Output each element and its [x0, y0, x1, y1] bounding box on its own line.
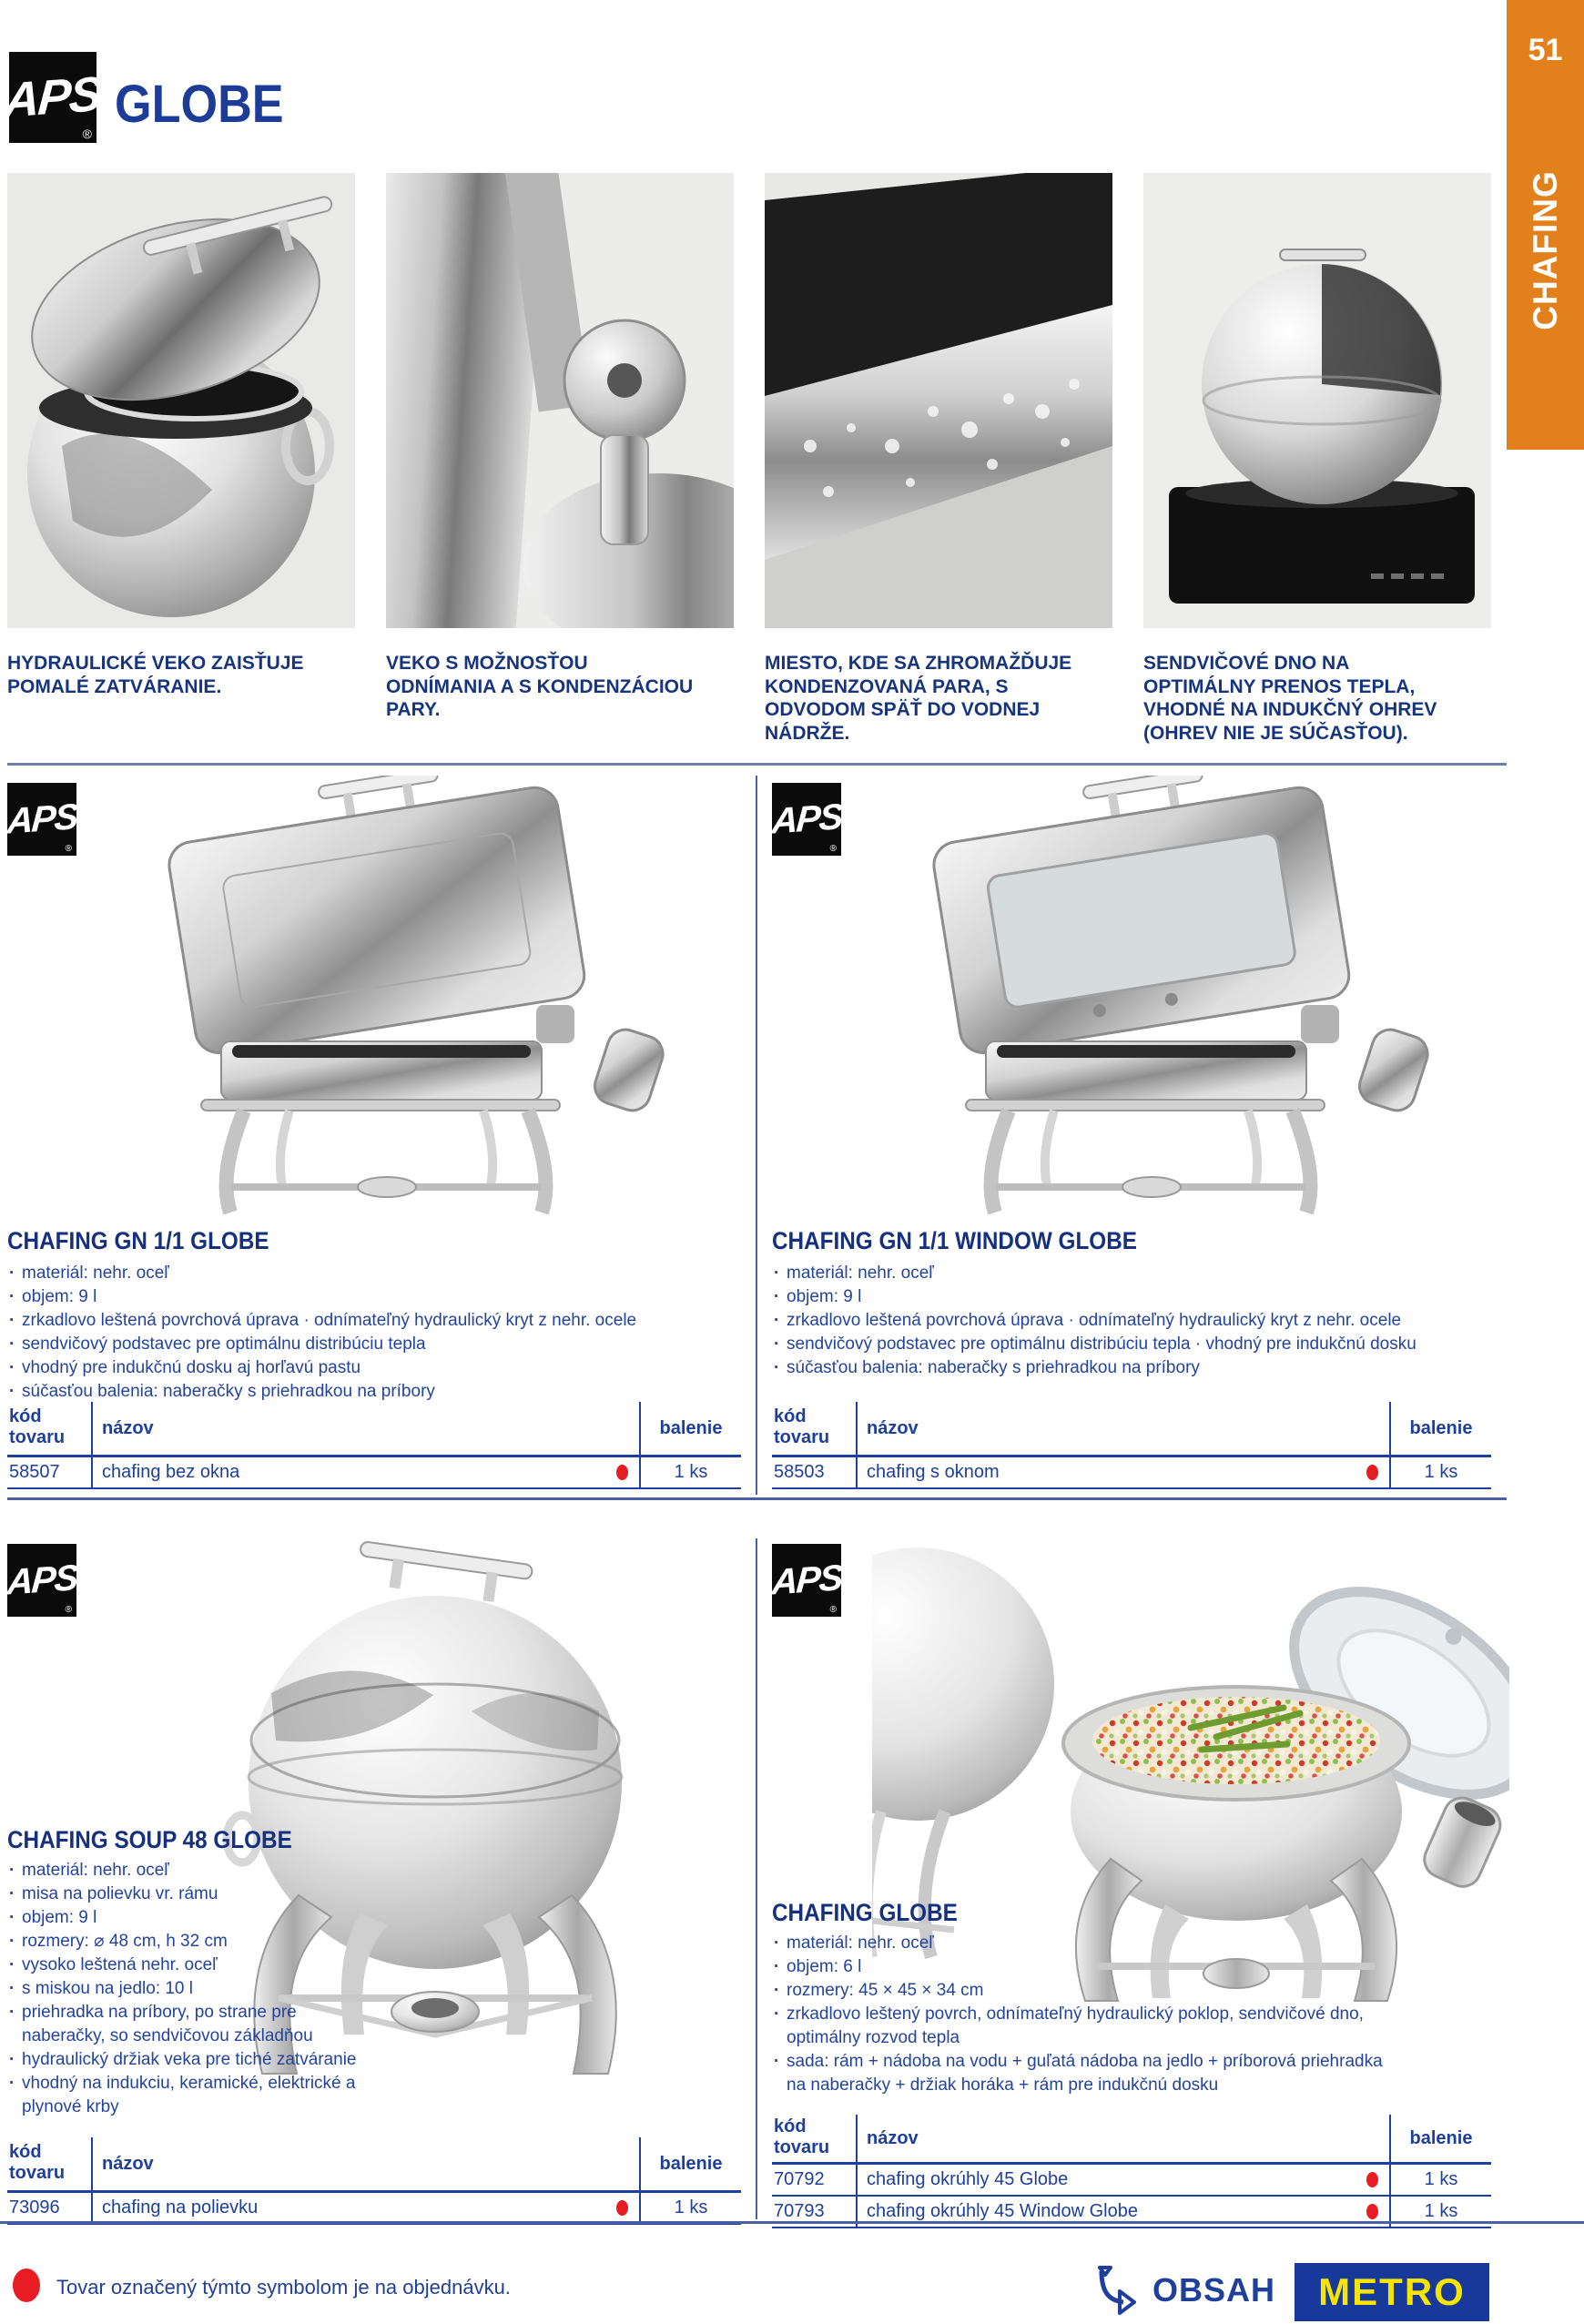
col-header-name: názov: [856, 2115, 1389, 2165]
product-photo-gn11-globe: [94, 776, 695, 1228]
item-pack: 1 ks: [639, 2193, 741, 2225]
product-name: CHAFING GN 1/1 WINDOW GLOBE: [772, 1227, 1137, 1254]
divider-footer: [0, 2221, 1584, 2224]
section-chafing-gn11-window-globe: [772, 776, 1506, 1495]
product-bullets: · materiál: nehr. oceľ · objem: 9 l · zrkadlovo leštená povrchová úprava · odnímateľný hydraulický kryt z nehr. ocele · sendvičový podstavec pre optimálnu distribúciu tepla · vhodný pre indukčnú dosku · súčasťou balenia: naberačky s priehradkou na príbory: [772, 1262, 1500, 1380]
product-name: CHAFING SOUP 48 GLOBE: [7, 1826, 292, 1853]
table-row: [856, 2165, 1389, 2197]
product-bullets: · materiál: nehr. oceľ · misa na polievku vr. rámu · objem: 9 l · rozmery: ⌀ 48 cm, h 32 cm · vysoko leštená nehr. oceľ · s miskou na jedlo: 10 l · priehradka na príbory, po strane pre naberačky, so sendvičovou základňou · hydraulický držiak veka pre tiché zatváranie · vhodný na indukciu, keramické, elektrické a plynové krby: [7, 1859, 371, 2119]
col-header-name: názov: [856, 1402, 1389, 1457]
product-bullets: · materiál: nehr. oceľ · objem: 6 l · rozmery: 45 × 45 × 34 cm · zrkadlovo leštený povrch, odnímateľný hydraulický poklop, sendvičové dno, optimálny rozvod tepla · sada: rám + nádoba na vodu + guľatá nádoba na jedlo + príborová priehradka na naberačky + držiak horáka + rám pre indukčnú dosku: [772, 1932, 1391, 2097]
table-row: [856, 1457, 1389, 1489]
item-code: 70793: [772, 2197, 856, 2228]
product-table: [772, 2115, 1491, 2228]
feature-photo-hydraulic-lid: [7, 173, 355, 628]
feature-caption: VEKO S MOŽNOSŤOU ODNÍMANIA A S KONDENZÁCIOU PARY.: [386, 653, 694, 721]
section-chafing-gn11-globe: [7, 776, 741, 1495]
obsah-link[interactable]: [1092, 2264, 1275, 2317]
col-header-pack: balenie: [1389, 1402, 1491, 1457]
table-row: [91, 1457, 639, 1489]
item-name: chafing s oknom: [867, 1462, 1000, 1482]
item-pack: 1 ks: [1389, 1457, 1491, 1489]
col-header-code: kód tovaru: [7, 2137, 91, 2193]
divider-columns-top: [756, 776, 757, 1495]
product-table: [772, 1402, 1491, 1489]
feature-3: [765, 173, 1112, 745]
item-code: 58503: [772, 1457, 856, 1489]
col-header-pack: balenie: [639, 1402, 741, 1457]
product-name: CHAFING GLOBE: [772, 1899, 958, 1926]
chapter-tab-label-wrap: [1507, 100, 1584, 401]
page-number: 51: [1528, 33, 1563, 67]
metro-logo-text: METRO: [1318, 2270, 1466, 2313]
item-name: chafing okrúhly 45 Globe: [867, 2169, 1069, 2189]
col-header-name: názov: [91, 1402, 639, 1457]
on-order-dot: [1366, 2204, 1378, 2219]
on-order-dot: [616, 1465, 628, 1480]
chapter-tab: [1507, 0, 1584, 450]
product-photo-gn11-window-globe: [858, 776, 1459, 1228]
divider-features: [7, 763, 1507, 766]
col-header-code: kód tovaru: [772, 1402, 856, 1457]
chapter-tab-label: CHAFING: [1526, 170, 1564, 330]
feature-1: [7, 173, 355, 698]
col-header-code: kód tovaru: [7, 1402, 91, 1457]
col-header-name: názov: [91, 2137, 639, 2193]
obsah-arrow-icon: [1092, 2264, 1143, 2317]
metro-logo: [1295, 2263, 1489, 2321]
aps-logo: [2, 52, 104, 143]
product-bullets: · materiál: nehr. oceľ · objem: 9 l · zrkadlovo leštená povrchová úprava · odnímateľný hydraulický kryt z nehr. ocele · sendvičový podstavec pre optimálnu distribúciu tepla · vhodný pre indukčnú dosku aj horľavú pastu · súčasťou balenia: naberačky s priehradkou na príbory: [7, 1262, 736, 1404]
on-order-legend-text: Tovar označený týmto symbolom je na objednávku.: [56, 2276, 511, 2299]
feature-caption: MIESTO, KDE SA ZHROMAŽĎUJE KONDENZOVANÁ PARA, S ODVODOM SPÄŤ DO VODNEJ NÁDRŽE.: [765, 653, 1072, 744]
section-chafing-globe: [772, 1538, 1506, 2219]
item-pack: 1 ks: [1389, 2197, 1491, 2228]
col-header-code: kód tovaru: [772, 2115, 856, 2165]
obsah-label: OBSAH: [1152, 2271, 1276, 2309]
aps-logo: APS ®: [7, 1544, 76, 1617]
aps-logo: APS ®: [772, 783, 841, 856]
table-row: [91, 2193, 639, 2225]
feature-2: [386, 173, 734, 722]
divider-columns-bottom: [756, 1538, 757, 2219]
aps-logo-text: APS: [2, 66, 104, 128]
on-order-dot: [1366, 2172, 1378, 2187]
aps-logo: APS ®: [7, 783, 76, 856]
registered-mark: ®: [82, 127, 92, 141]
product-table: [7, 2137, 741, 2225]
col-header-pack: balenie: [1389, 2115, 1491, 2165]
item-name: chafing okrúhly 45 Window Globe: [867, 2201, 1138, 2221]
section-chafing-soup-48-globe: [7, 1538, 741, 2219]
feature-4: [1143, 173, 1491, 745]
feature-caption: SENDVIČOVÉ DNO NA OPTIMÁLNY PRENOS TEPLA, VHODNÉ NA INDUKČNÝ OHREV (OHREV NIE JE SÚČASŤOU).: [1143, 653, 1437, 744]
feature-caption: HYDRAULICKÉ VEKO ZAISŤUJE POMALÉ ZATVÁRANIE.: [7, 653, 304, 697]
feature-photo-sandwich-bottom: [1143, 173, 1491, 628]
feature-photo-removable-lid: [386, 173, 734, 628]
aps-logo: APS ®: [772, 1544, 841, 1617]
item-name: chafing na polievku: [102, 2197, 259, 2217]
on-order-dot: [1366, 1465, 1378, 1480]
divider-sections: [7, 1497, 1507, 1500]
item-code: 58507: [7, 1457, 91, 1489]
item-code: 70792: [772, 2165, 856, 2197]
feature-photo-condensation-rim: [765, 173, 1112, 628]
page-title: GLOBE: [115, 75, 284, 134]
on-order-legend-dot: [13, 2268, 40, 2302]
product-name: CHAFING GN 1/1 GLOBE: [7, 1227, 269, 1254]
item-code: 73096: [7, 2193, 91, 2225]
on-order-dot: [616, 2200, 628, 2216]
item-pack: 1 ks: [639, 1457, 741, 1489]
item-name: chafing bez okna: [102, 1462, 240, 1482]
col-header-pack: balenie: [639, 2137, 741, 2193]
product-table: [7, 1402, 741, 1489]
item-pack: 1 ks: [1389, 2165, 1491, 2197]
